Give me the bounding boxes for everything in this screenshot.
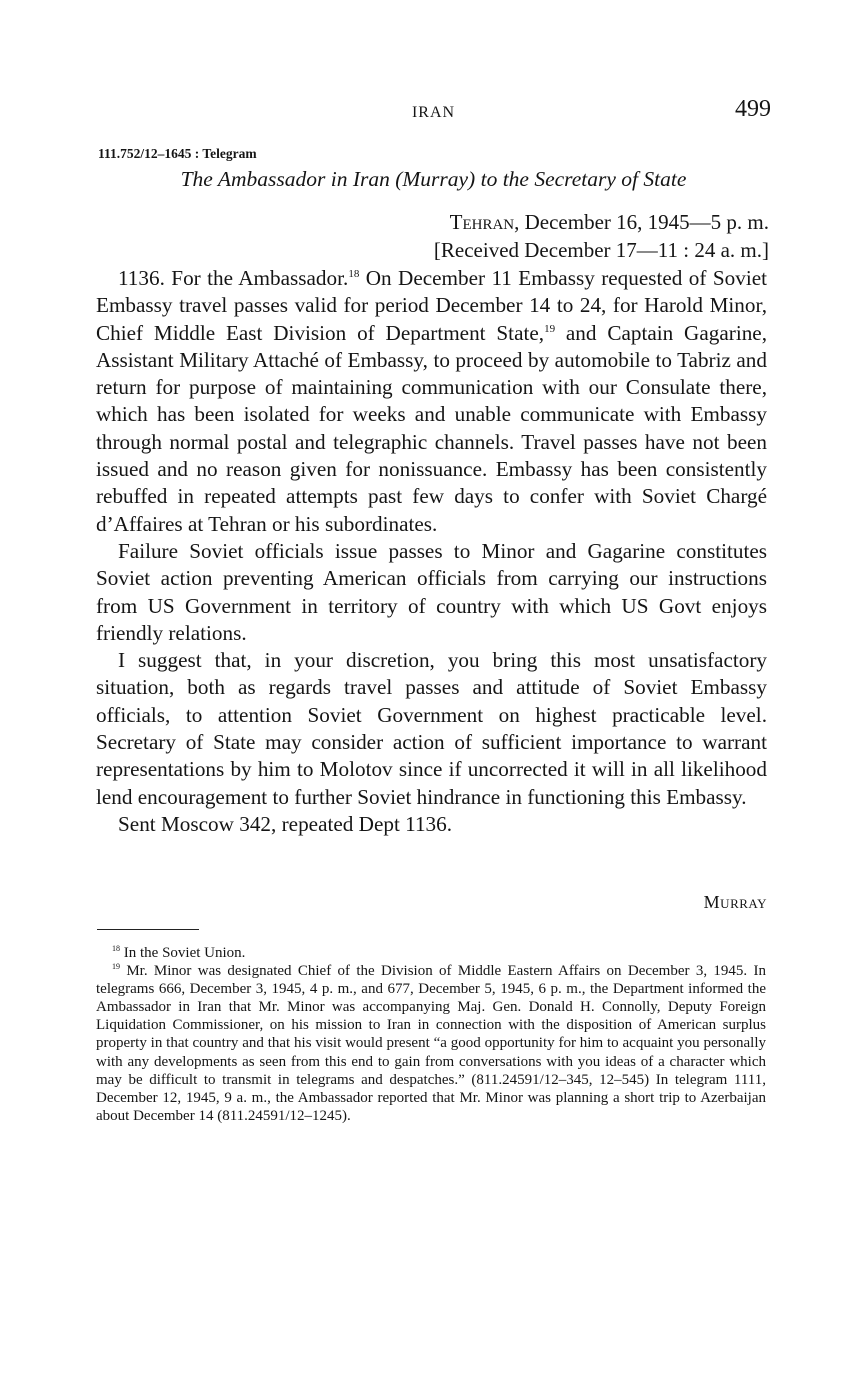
received-line: [Received December 17—11 : 24 a. m.] [433,238,769,262]
footnote [96,944,766,962]
body-paragraph: I suggest that, in your discretion, you bring this most unsatisfactory situation, both as regards travel passes and attitude of Soviet Embassy officials, to attention Soviet Government on highest practicable level. Secretary of State may consider action of sufficient importance to warrant representations by him to Molotov since if uncorrected it will in all likelihood lend encouragement to further Soviet hindrance in functioning this Embassy. [96,648,767,809]
dateline-date: , December 16, 1945—5 p. m. [514,210,769,234]
page-header [96,96,771,132]
footnote-marker: 18 [112,944,120,953]
paragraph-text: 1136. For the Ambassador. [118,266,349,290]
body-paragraph: Sent Moscow 342, repeated Dept 1136. [118,811,453,836]
footnote-text: In the Soviet Union. [120,945,246,961]
footnote-marker: 19 [112,962,120,972]
signature: Murray [703,892,767,912]
footnote-ref: 18 [348,267,360,280]
footnote [96,962,766,1125]
document-reference: 111.752/12–1645 : Telegram [98,146,257,161]
footnotes [96,944,766,1125]
footnote-ref: 19 [544,322,556,335]
dateline-place: Tehran [449,210,515,234]
document-title: The Ambassador in Iran (Murray) to the Secretary of State [180,167,687,191]
footnote-text: Mr. Minor was designated Chief of the Division of Middle Eastern Affairs on December 3, 1945. In telegrams 666, December 3, 1945, 4 p. m., and 677, December 5, 1945, 6 p. m., the Department informed the Ambassador in Iran that Mr. Minor was accompanying Maj. Gen. Donald H. Connolly, Deputy Foreign Liquidation Commissioner, on his mission to Iran in connection with the disposition of American surplus property in that country and that his visit would present “a good opportunity for him to acquaint you personally with any developments as seen from this end to gain from conversations with you ideas of a character which may be difficult to transmit in telegrams and despatches.” (811.24591/12–345, 12–545) In telegram 1111, December 12, 1945, 9 a. m., the Ambassador reported that Mr. Minor was planning a short trip to Azerbaijan about December 14 (811.24591/12–1245). [96,963,766,1124]
dateline-block [434,208,769,264]
running-title: IRAN [411,104,456,121]
body-paragraph: Failure Soviet officials issue passes to Minor and Gagarine constitutes Soviet action preventing American officials from carrying our instructions from US Government in territory of country with which US Govt enjoys friendly relations. [96,538,767,645]
footnote-divider [97,929,199,930]
body-paragraph [96,265,767,538]
dateline [434,208,769,236]
page-number: 499 [735,96,771,122]
paragraph-text: On December 11 Embassy requested of Soviet Embassy travel passes valid for period December 14 to 24, for Harold Minor, Chief Middle East Division of Department State, [96,266,768,345]
paragraph-text: and Captain Gagarine, Assistant Military Attaché of Embassy, to proceed by automobile to Tabriz and return for purpose of maintaining communication with our Consulate there, which has been isolated for weeks and unable communicate with Embassy through normal postal and telegraphic channels. Travel passes have not been issued and no reason given for nonissuance. Embassy has been consistently rebuffed in repeated attempts past few days to confer with Soviet Chargé d’Affaires at Tehran or his subordinates. [96,320,767,536]
telegram-body [96,265,767,838]
